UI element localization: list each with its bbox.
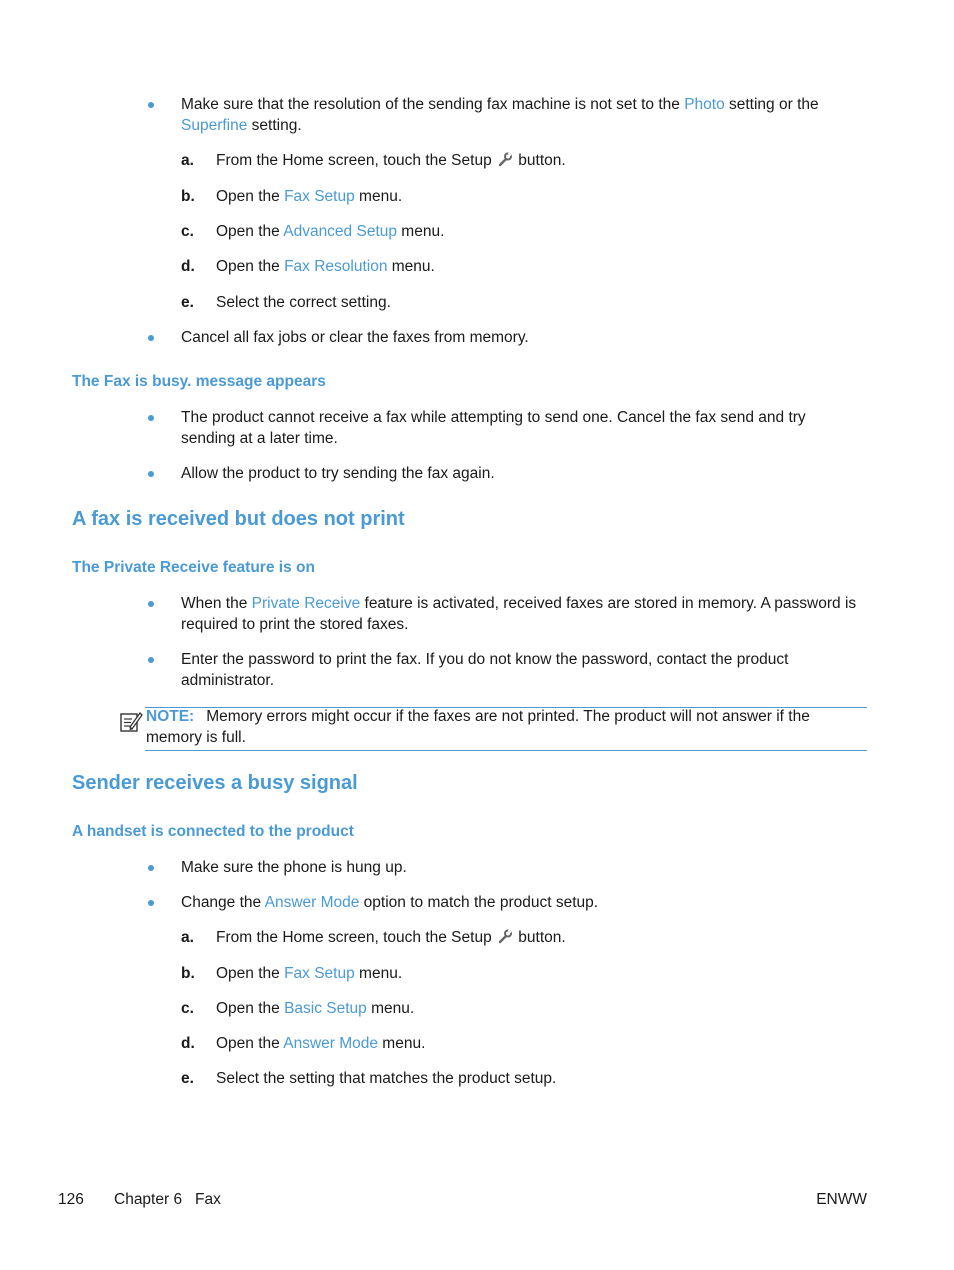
note-icon [119, 710, 143, 739]
bullet-dot [148, 471, 154, 477]
step-letter: b. [181, 188, 195, 205]
step-item [216, 1033, 425, 1054]
text: Memory errors might occur if the faxes are not printed. The product will not answer if the memory is full. [146, 708, 810, 746]
step-item [216, 150, 566, 173]
wrench-icon [498, 929, 512, 950]
section-heading: A fax is received but does not print [72, 508, 405, 530]
step-letter: c. [181, 223, 194, 240]
note-label: NOTE: [146, 708, 195, 725]
step-item [216, 927, 566, 950]
text: menu. [387, 258, 435, 275]
superfine-setting-link: Superfine [181, 117, 248, 134]
wrench-icon [498, 152, 512, 173]
bullet-dot [148, 601, 154, 607]
text: option to match the product setup. [359, 894, 599, 911]
step-item: Select the correct setting. [216, 294, 391, 311]
section-subheading: The Private Receive feature is on [72, 559, 315, 576]
text: setting. [247, 117, 302, 134]
list-item: Cancel all fax jobs or clear the faxes from memory. [181, 329, 529, 346]
step-item [216, 221, 444, 242]
step-letter: e. [181, 1070, 194, 1087]
bullet-dot [148, 657, 154, 663]
step-item [216, 963, 402, 984]
text: button. [514, 152, 566, 169]
fax-setup-menu-link: Fax Setup [284, 188, 355, 205]
step-letter: e. [181, 294, 194, 311]
text: Open the [216, 1000, 285, 1017]
step-letter: c. [181, 1000, 194, 1017]
text: Change the [181, 894, 265, 911]
step-letter: a. [181, 152, 194, 169]
text: Open the [216, 1035, 284, 1052]
section-subheading: A handset is connected to the product [72, 823, 354, 840]
text: Open the [216, 188, 285, 205]
step-letter: b. [181, 965, 195, 982]
text: feature is activated, received faxes are stored in memory. A password is required to print the stored faxes. [181, 595, 857, 633]
page-number: 126 [58, 1191, 84, 1208]
text: menu. [378, 1035, 426, 1052]
fax-setup-menu-link: Fax Setup [284, 965, 355, 982]
text: Open the [216, 965, 285, 982]
text: menu. [354, 965, 403, 982]
text: Open the [216, 258, 285, 275]
chapter-label: Chapter 6 Fax [114, 1191, 221, 1208]
bullet-dot [148, 415, 154, 421]
photo-setting-link: Photo [684, 96, 725, 113]
list-item [181, 892, 869, 913]
advanced-setup-menu-link: Advanced Setup [283, 223, 397, 240]
answer-mode-menu-link: Answer Mode [283, 1035, 378, 1052]
basic-setup-menu-link: Basic Setup [284, 1000, 367, 1017]
bullet-dot [148, 865, 154, 871]
text: menu. [397, 223, 445, 240]
list-item [181, 593, 869, 635]
list-item: Allow the product to try sending the fax again. [181, 465, 495, 482]
section-heading: Sender receives a busy signal [72, 772, 358, 794]
step-item [216, 256, 435, 277]
text: Open the [216, 223, 284, 240]
bullet-dot [148, 335, 154, 341]
step-item [216, 998, 414, 1019]
step-letter: d. [181, 1035, 195, 1052]
bullet-dot [148, 900, 154, 906]
text: menu. [354, 188, 403, 205]
section-subheading: The Fax is busy. message appears [72, 373, 326, 390]
step-letter: d. [181, 258, 195, 275]
bullet-dot [148, 102, 154, 108]
answer-mode-link: Answer Mode [264, 894, 360, 911]
text: setting or the [724, 96, 819, 113]
text: Make sure that the resolution of the sending fax machine is not set to the [181, 96, 685, 113]
fax-resolution-menu-link: Fax Resolution [284, 258, 388, 275]
list-item: Make sure the phone is hung up. [181, 859, 407, 876]
footer-right-label: ENWW [816, 1191, 867, 1208]
list-item [181, 94, 869, 136]
step-item: Select the setting that matches the product setup. [216, 1070, 557, 1087]
text: From the Home screen, touch the Setup [216, 152, 496, 169]
text: When the [181, 595, 252, 612]
text: From the Home screen, touch the Setup [216, 929, 496, 946]
list-item: Enter the password to print the fax. If you do not know the password, contact the product administrator. [181, 651, 789, 689]
private-receive-link: Private Receive [251, 595, 361, 612]
list-item: The product cannot receive a fax while attempting to send one. Cancel the fax send and try sending at a later time. [181, 409, 806, 447]
text: button. [514, 929, 566, 946]
step-letter: a. [181, 929, 194, 946]
text: menu. [366, 1000, 415, 1017]
step-item [216, 186, 402, 207]
note-text [146, 706, 858, 748]
